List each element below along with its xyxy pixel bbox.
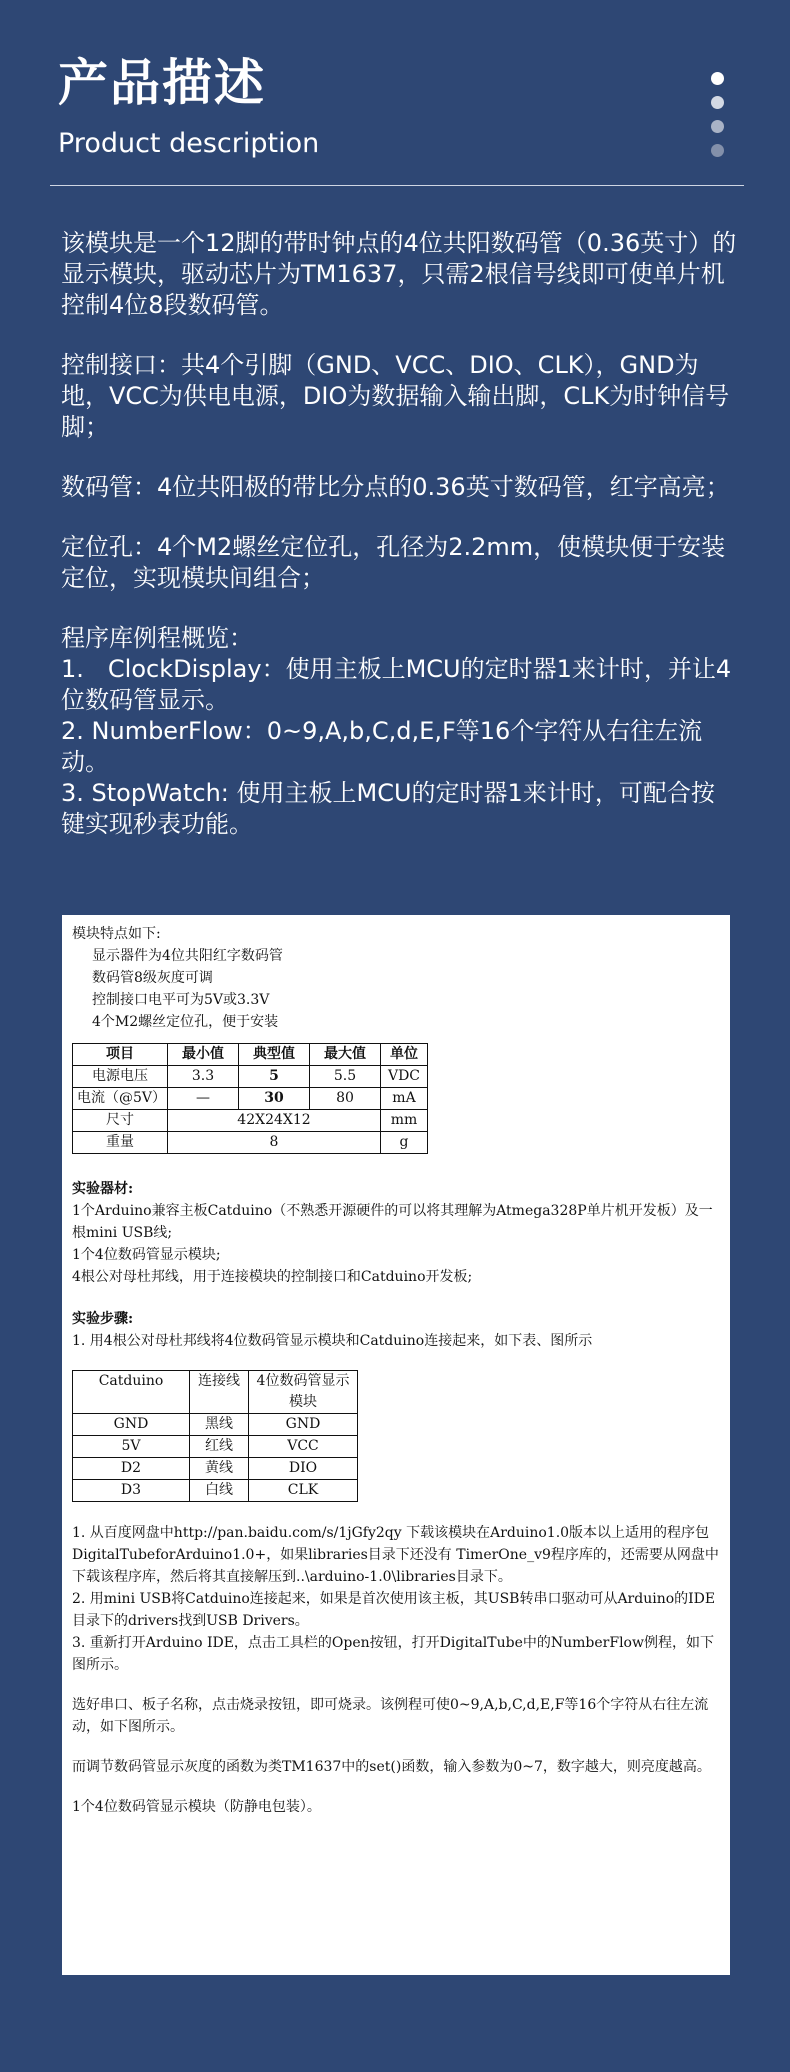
table-cell: — xyxy=(168,1088,239,1110)
table-cell: DIO xyxy=(249,1458,358,1480)
desc-display: 数码管：4位共阳极的带比分点的0.36英寸数码管，红字高亮； xyxy=(61,473,730,501)
page-subtitle: Product description xyxy=(58,128,320,159)
table-cell: 5.5 xyxy=(310,1066,381,1088)
description xyxy=(61,228,737,840)
desc-mounting: 定位孔：4个M2螺丝定位孔，孔径为2.2mm，使模块便于安装定位，实现模块间组合； xyxy=(61,533,726,592)
table-cell: GND xyxy=(73,1414,190,1436)
table-cell: 42X24X12 xyxy=(168,1110,381,1132)
table-row xyxy=(73,1088,428,1110)
decorative-dots xyxy=(711,72,725,168)
divider xyxy=(50,185,744,186)
table-cell: GND xyxy=(249,1414,358,1436)
desc-library-item: 1. ClockDisplay：使用主板上MCU的定时器1来计时，并让4位数码管显示。 xyxy=(61,655,732,714)
spec-document-image xyxy=(62,915,730,1975)
table-cell: mm xyxy=(381,1110,428,1132)
table-header: 最小值 xyxy=(168,1044,239,1066)
table-row xyxy=(73,1132,428,1154)
feature-item: 4个M2螺丝定位孔，便于安装 xyxy=(92,1014,279,1030)
table-header: Catduino xyxy=(73,1371,190,1414)
equipment-item: 1个4位数码管显示模块; xyxy=(72,1247,221,1263)
table-cell: VCC xyxy=(249,1436,358,1458)
features-title: 模块特点如下: xyxy=(72,926,161,942)
table-header: 最大值 xyxy=(310,1044,381,1066)
table-header: 4位数码管显示模块 xyxy=(249,1371,358,1414)
table-cell: 红线 xyxy=(190,1436,249,1458)
desc-interface: 控制接口：共4个引脚（GND、VCC、DIO、CLK），GND为地，VCC为供电电源，DIO为数据输入输出脚，CLK为时钟信号脚； xyxy=(61,351,730,441)
table-cell: 尺寸 xyxy=(73,1110,168,1132)
step-item: 1. 用4根公对母杜邦线将4位数码管显示模块和Catduino连接起来，如下表、图所示 xyxy=(72,1333,593,1349)
table-cell: D3 xyxy=(73,1480,190,1502)
feature-item: 数码管8级灰度可调 xyxy=(92,970,213,986)
table-row xyxy=(73,1436,358,1458)
feature-item: 控制接口电平可为5V或3.3V xyxy=(92,992,270,1008)
package-line: 1个4位数码管显示模块（防静电包装）。 xyxy=(72,1799,321,1815)
table-cell: 80 xyxy=(310,1088,381,1110)
table-cell: 5 xyxy=(239,1066,310,1088)
table-header: 项目 xyxy=(73,1044,168,1066)
table-cell: VDC xyxy=(381,1066,428,1088)
note-item: 1. 从百度网盘中http://pan.baidu.com/s/1jGfy2qy 下载该模块在Arduino1.0版本以上适用的程序包DigitalTubeforArduino1.0+，如果libraries目录下还没有 TimerOne_v9程序库的，还需要从网盘中下载该程序库，然后将其直接解压到..\arduino-1.0\libraries目录下。 xyxy=(72,1525,719,1585)
table-cell: 黑线 xyxy=(190,1414,249,1436)
dot-icon xyxy=(711,120,724,133)
steps-title: 实验步骤: xyxy=(72,1311,134,1327)
table-cell: 重量 xyxy=(73,1132,168,1154)
equipment-item: 1个Arduino兼容主板Catduino（不熟悉开源硬件的可以将其理解为Atmega328P单片机开发板）及一根mini USB线; xyxy=(72,1203,713,1241)
desc-library-item: 2. NumberFlow：0~9,A,b,C,d,E,F等16个字符从右往左流动。 xyxy=(61,717,703,776)
table-row xyxy=(73,1414,358,1436)
table-cell: mA xyxy=(381,1088,428,1110)
table-cell: CLK xyxy=(249,1480,358,1502)
table-row xyxy=(73,1480,358,1502)
table-cell: 5V xyxy=(73,1436,190,1458)
table-header: 典型值 xyxy=(239,1044,310,1066)
table-cell: 黄线 xyxy=(190,1458,249,1480)
table-header: 单位 xyxy=(381,1044,428,1066)
header xyxy=(0,0,790,190)
wiring-table xyxy=(72,1370,358,1502)
dot-icon xyxy=(711,72,724,85)
note-item: 2. 用mini USB将Catduino连接起来，如果是首次使用该主板，其USB转串口驱动可从Arduino的IDE目录下的drivers找到USB Drivers。 xyxy=(72,1591,716,1629)
table-row xyxy=(73,1458,358,1480)
table-row xyxy=(73,1066,428,1088)
desc-overview: 该模块是一个12脚的带时钟点的4位共阳数码管（0.36英寸）的显示模块，驱动芯片为TM1637，只需2根信号线即可使单片机控制4位8段数码管。 xyxy=(61,229,737,319)
desc-library-item: 3. StopWatch: 使用主板上MCU的定时器1来计时，可配合按键实现秒表功能。 xyxy=(61,779,715,838)
burn-paragraph: 选好串口、板子名称，点击烧录按钮，即可烧录。该例程可使0~9,A,b,C,d,E,F等16个字符从右往左流动，如下图所示。 xyxy=(72,1697,709,1735)
table-cell: 3.3 xyxy=(168,1066,239,1088)
table-row xyxy=(73,1110,428,1132)
equipment-item: 4根公对母杜邦线，用于连接模块的控制接口和Catduino开发板; xyxy=(72,1269,473,1285)
table-cell: 8 xyxy=(168,1132,381,1154)
desc-library-title: 程序库例程概览： xyxy=(61,624,253,652)
table-cell: 电流（@5V） xyxy=(73,1088,168,1110)
note-item: 3. 重新打开Arduino IDE，点击工具栏的Open按钮，打开DigitalTube中的NumberFlow例程，如下图所示。 xyxy=(72,1635,714,1673)
feature-item: 显示器件为4位共阳红字数码管 xyxy=(92,948,283,964)
spec-table xyxy=(72,1043,428,1154)
table-cell: 电源电压 xyxy=(73,1066,168,1088)
table-header: 连接线 xyxy=(190,1371,249,1414)
table-cell: g xyxy=(381,1132,428,1154)
page-title: 产品描述 xyxy=(58,54,266,112)
dot-icon xyxy=(711,144,724,157)
equipment-title: 实验器材: xyxy=(72,1181,134,1197)
table-cell: 白线 xyxy=(190,1480,249,1502)
table-header-row xyxy=(73,1044,428,1066)
table-header-row xyxy=(73,1371,358,1414)
dot-icon xyxy=(711,96,724,109)
table-cell: D2 xyxy=(73,1458,190,1480)
brightness-paragraph: 而调节数码管显示灰度的函数为类TM1637中的set()函数，输入参数为0~7，数字越大，则亮度越高。 xyxy=(72,1759,711,1775)
table-cell: 30 xyxy=(239,1088,310,1110)
